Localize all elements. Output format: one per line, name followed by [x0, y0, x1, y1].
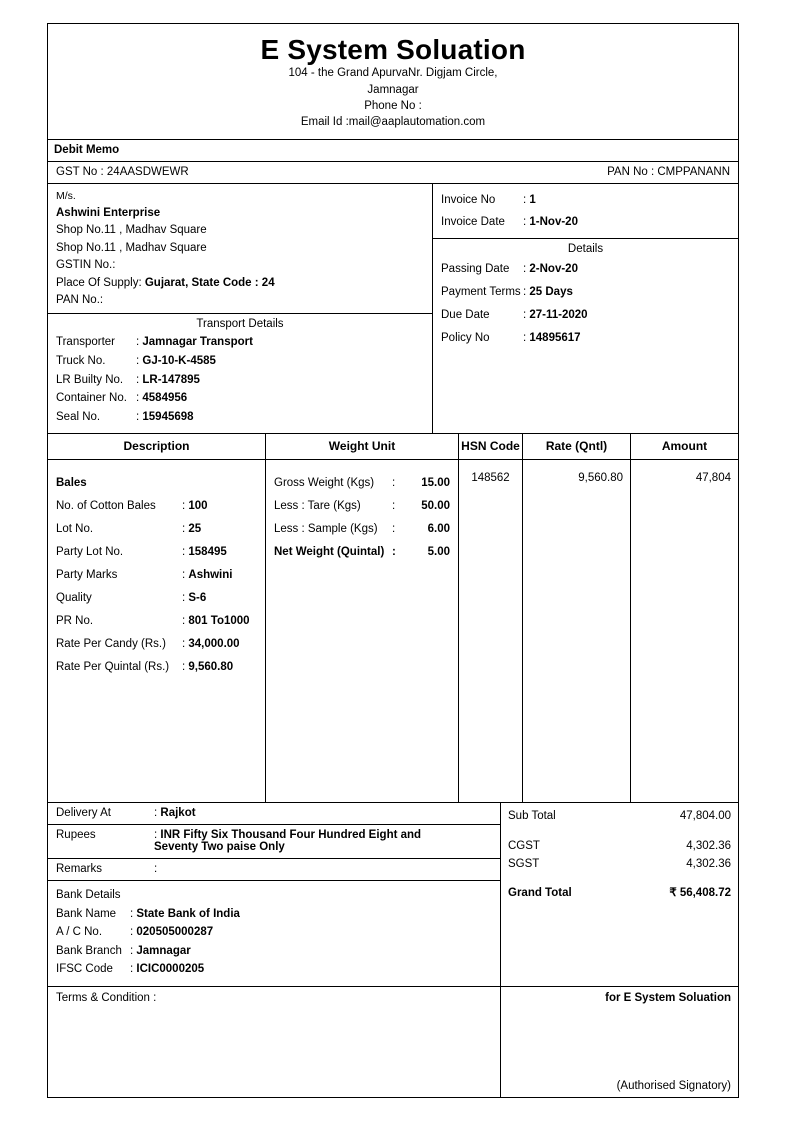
column-header-hsn-code: HSN Code — [459, 434, 523, 459]
column-header-weight-unit: Weight Unit — [266, 434, 459, 459]
weight-label: Less : Tare (Kgs) — [274, 499, 361, 512]
cgst-row — [508, 838, 731, 856]
weight-row: Less : Tare (Kgs) : 50.00 — [274, 495, 450, 518]
authorised-signatory: (Authorised Signatory) — [616, 1080, 731, 1092]
bank-value: ICIC0000205 — [136, 963, 205, 976]
description-label: No. of Cotton Bales — [56, 499, 156, 512]
buyer-gstin-row — [56, 257, 424, 274]
buyer-place-row — [56, 275, 424, 292]
transport-label: Seal No. — [56, 410, 101, 423]
delivery-at-row — [48, 803, 500, 825]
company-address-line2: Jamnagar — [367, 83, 419, 96]
weight-row: Gross Weight (Kgs) : 15.00 — [274, 472, 450, 495]
buyer-gstin-sep: : — [112, 259, 116, 272]
details-title: Details — [567, 243, 604, 256]
weight-label: Net Weight (Quintal) — [274, 545, 385, 558]
weight-label: Less : Sample (Kgs) — [274, 522, 378, 535]
weight-value: 50.00 — [421, 499, 450, 512]
column-header-amount: Amount — [661, 438, 708, 453]
column-header-rate: Rate (Qntl) — [523, 434, 631, 459]
weight-value: 15.00 — [421, 476, 450, 489]
description-label: Rate Per Quintal (Rs.) — [56, 660, 170, 673]
buyer-details — [48, 184, 432, 314]
company-phone: Phone No : — [364, 100, 422, 113]
parties-section — [48, 184, 738, 434]
sgst-value: 4,302.36 — [686, 857, 731, 870]
pan-number: PAN No : CMPPANANN — [607, 165, 730, 178]
description-label: Lot No. — [56, 522, 94, 535]
weight-row: Less : Sample (Kgs) : 6.00 — [274, 518, 450, 541]
invoice-date-row: Invoice Date : 1-Nov-20 — [441, 212, 730, 234]
invoice-meta-panel — [433, 184, 738, 433]
detail-value: 14895617 — [529, 332, 581, 345]
signature-for: for E System Soluation — [605, 992, 731, 1004]
description-value: Ashwini — [188, 568, 233, 581]
items-table-body — [48, 460, 738, 802]
bank-row: IFSC Code : ICIC0000205 — [56, 960, 492, 979]
cgst-label: CGST — [508, 839, 540, 852]
transport-value: 15945698 — [142, 410, 194, 423]
transport-details-panel — [48, 313, 432, 432]
cell-hsn-code — [459, 460, 523, 802]
invoice-date-value: 1-Nov-20 — [529, 215, 578, 228]
transport-value: Jamnagar Transport — [142, 336, 253, 349]
description-value: 25 — [188, 522, 202, 535]
remarks-sep: : — [154, 862, 158, 875]
company-email: Email Id :mail@aaplautomation.com — [300, 116, 486, 129]
footer-left-panel — [48, 803, 501, 986]
grand-total-value: ₹ 56,408.72 — [669, 887, 731, 900]
delivery-at-sep: : — [154, 806, 158, 819]
sgst-label: SGST — [508, 857, 540, 870]
detail-label: Payment Terms — [441, 286, 521, 299]
company-address-line1: 104 - the Grand ApurvaNr. Digjam Circle, — [288, 67, 498, 80]
weight-value: 6.00 — [427, 522, 450, 535]
invoice-page — [47, 23, 739, 1098]
details-rows — [433, 258, 738, 350]
rupees-sep: : — [154, 828, 158, 841]
sgst-row — [508, 856, 731, 874]
weight-row: Net Weight (Quintal) : 5.00 — [274, 541, 450, 564]
description-value: 158495 — [188, 545, 227, 558]
weight-label: Gross Weight (Kgs) — [274, 476, 375, 489]
transport-value: LR-147895 — [142, 373, 200, 386]
description-label: Party Lot No. — [56, 545, 124, 558]
terms-and-conditions: Terms & Condition : — [48, 987, 501, 1097]
detail-row: Policy No : 14895617 — [441, 327, 730, 350]
bank-row: Bank Branch : Jamnagar — [56, 942, 492, 961]
transport-value: 4584956 — [142, 392, 188, 405]
bank-value: Jamnagar — [136, 944, 191, 957]
invoice-no-row: Invoice No : 1 — [441, 190, 730, 212]
buyer-gstin-label: GSTIN No. — [56, 259, 113, 272]
description-value: 100 — [188, 499, 208, 512]
buyer-address-line2: Shop No.11 , Madhav Square — [56, 241, 207, 254]
detail-label: Policy No — [441, 332, 490, 345]
buyer-place-label: Place Of Supply: — [56, 276, 142, 289]
footer-section — [48, 802, 738, 986]
sub-total-label: Sub Total — [508, 809, 556, 822]
items-table-header — [48, 434, 738, 460]
bank-details — [48, 881, 500, 986]
buyer-name: Ashwini Enterprise — [56, 206, 161, 219]
rupees-label: Rupees — [56, 828, 96, 841]
invoice-date-label: Invoice Date — [441, 215, 505, 228]
detail-value: 27-11-2020 — [529, 309, 588, 322]
signature-section — [48, 986, 738, 1097]
bank-row: Bank Name : State Bank of India — [56, 905, 492, 924]
invoice-no-label: Invoice No — [441, 193, 496, 206]
remarks-row — [48, 859, 500, 881]
cell-amount — [631, 460, 738, 802]
bank-label: Bank Name — [56, 907, 117, 920]
grand-total-label: Grand Total — [508, 887, 572, 900]
description-title: Bales — [56, 476, 87, 489]
detail-label: Passing Date — [441, 263, 510, 276]
weight-value: 5.00 — [427, 545, 450, 558]
transport-row: LR Builty No. : LR-147895 — [56, 371, 424, 390]
description-row: No. of Cotton Bales : 100 — [56, 495, 257, 518]
remarks-label: Remarks — [56, 862, 103, 875]
detail-row: Due Date : 27-11-2020 — [441, 304, 730, 327]
transport-row: Truck No. : GJ-10-K-4585 — [56, 352, 424, 371]
detail-row: Payment Terms : 25 Days — [441, 281, 730, 304]
totals-panel — [501, 803, 738, 986]
transport-label: Truck No. — [56, 355, 106, 368]
document-header — [48, 24, 738, 140]
transport-details-title: Transport Details — [196, 318, 284, 331]
gst-number: GST No : 24AASDWEWR — [56, 165, 189, 178]
transport-row: Seal No. : 15945698 — [56, 408, 424, 427]
detail-value: 2-Nov-20 — [529, 263, 578, 276]
description-label: Quality — [56, 591, 92, 604]
description-row: Rate Per Quintal (Rs.) : 9,560.80 — [56, 656, 257, 679]
description-label: Party Marks — [56, 568, 118, 581]
column-header-description: Description — [48, 434, 266, 459]
bank-label: Bank Branch — [56, 944, 122, 957]
detail-value: 25 Days — [529, 286, 573, 299]
cell-description — [48, 460, 266, 802]
grand-total-row — [508, 885, 731, 903]
rupees-row — [48, 825, 500, 859]
transport-value: GJ-10-K-4585 — [142, 355, 216, 368]
description-row: PR No. : 801 To1000 — [56, 610, 257, 633]
rate-value: 9,560.80 — [578, 471, 623, 484]
cell-rate — [523, 460, 631, 802]
buyer-place-value: Gujarat, State Code : 24 — [144, 276, 275, 289]
transport-label: LR Builty No. — [56, 373, 124, 386]
bank-row: A / C No. : 020505000287 — [56, 923, 492, 942]
bank-details-title: Bank Details — [56, 888, 121, 901]
gst-pan-row — [48, 162, 738, 184]
delivery-at-label: Delivery At — [56, 806, 111, 819]
description-value: 9,560.80 — [188, 660, 234, 673]
transport-row: Transporter : Jamnagar Transport — [56, 333, 424, 352]
buyer-pan-label: PAN No. — [56, 293, 100, 306]
detail-label: Due Date — [441, 309, 490, 322]
transport-label: Transporter — [56, 336, 116, 349]
sub-total-row — [508, 808, 731, 826]
description-value: 34,000.00 — [188, 637, 240, 650]
buyer-pan-row — [56, 292, 424, 309]
description-value: 801 To1000 — [188, 614, 250, 627]
buyer-panel — [48, 184, 433, 433]
sub-total-value: 47,804.00 — [679, 809, 731, 822]
signature-block — [501, 987, 738, 1097]
buyer-ms-label: M/s. — [56, 189, 76, 202]
description-label: PR No. — [56, 614, 94, 627]
description-value: S-6 — [188, 591, 207, 604]
cgst-value: 4,302.36 — [686, 839, 731, 852]
bank-label: A / C No. — [56, 926, 103, 939]
delivery-at-value: Rajkot — [160, 806, 196, 819]
rupees-line2: Seventy Two paise Only — [154, 840, 285, 853]
invoice-no-value: 1 — [529, 193, 536, 206]
hsn-code-value: 148562 — [471, 471, 510, 484]
bank-label: IFSC Code — [56, 963, 113, 976]
description-row: Rate Per Candy (Rs.) : 34,000.00 — [56, 633, 257, 656]
description-row: Lot No. : 25 — [56, 518, 257, 541]
rupees-line1: INR Fifty Six Thousand Four Hundred Eight and — [160, 828, 422, 841]
bank-value: State Bank of India — [136, 907, 240, 920]
items-table — [48, 434, 738, 802]
company-name: E System Soluation — [260, 34, 526, 65]
description-row: Party Lot No. : 158495 — [56, 541, 257, 564]
cell-weight-unit — [266, 460, 459, 802]
document-type-title: Debit Memo — [48, 140, 738, 162]
transport-rows — [48, 333, 432, 432]
bank-value: 020505000287 — [136, 926, 214, 939]
buyer-pan-sep: : — [99, 293, 104, 306]
transport-row: Container No. : 4584956 — [56, 389, 424, 408]
description-label: Rate Per Candy (Rs.) — [56, 637, 166, 650]
transport-label: Container No. — [56, 392, 127, 405]
description-row: Quality : S-6 — [56, 587, 257, 610]
amount-value: 47,804 — [695, 471, 731, 484]
buyer-address-line1: Shop No.11 , Madhav Square — [56, 224, 207, 237]
invoice-number-block — [433, 184, 738, 240]
detail-row: Passing Date : 2-Nov-20 — [441, 258, 730, 281]
description-row: Party Marks : Ashwini — [56, 564, 257, 587]
